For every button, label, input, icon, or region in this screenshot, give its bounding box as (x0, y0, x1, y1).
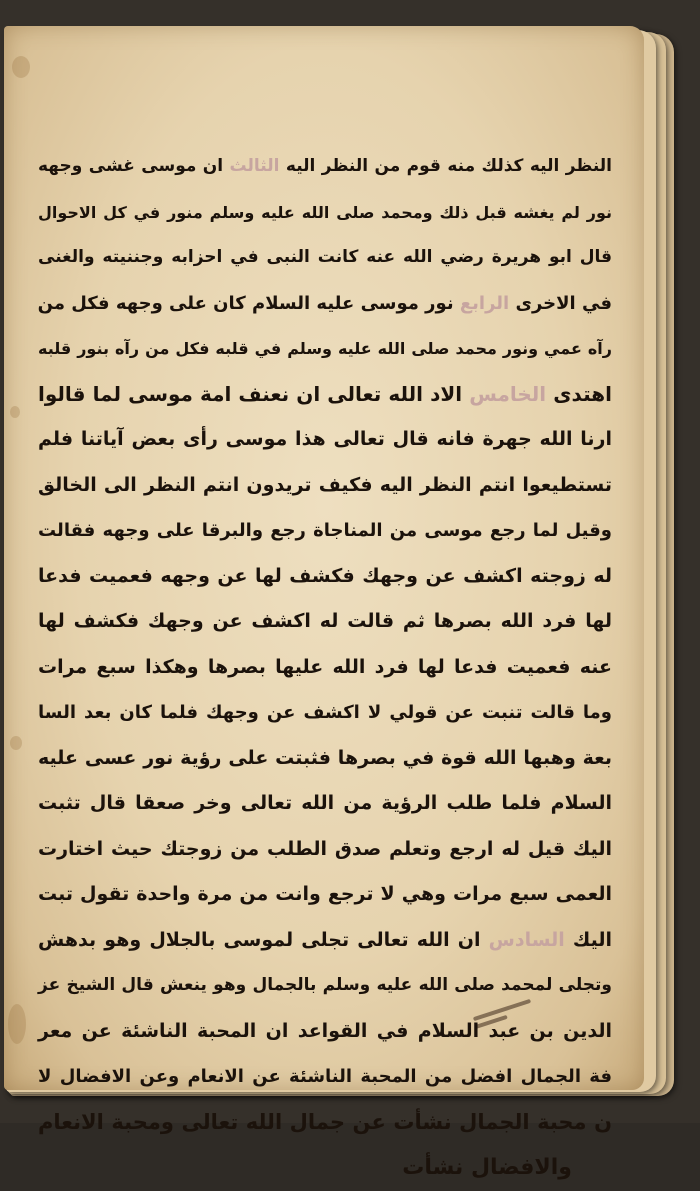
line-text: ان الله تعالى تجلى لموسى بالجلال وهو بدهش (38, 928, 489, 951)
manuscript-line (38, 872, 612, 918)
paper-stain (8, 1004, 26, 1044)
line-text: نور موسى عليه السلام كان على وجهه فكل من (37, 292, 460, 314)
manuscript-line (38, 781, 612, 827)
paper-stain (10, 736, 22, 750)
manuscript-line (38, 190, 612, 236)
line-text: ان موسى غشى وجهه (38, 156, 230, 176)
manuscript-line (38, 372, 612, 418)
manuscript-line (38, 1145, 612, 1191)
manuscript-line (38, 508, 612, 554)
manuscript-line (38, 463, 612, 509)
line-text: والافضال نشأت (402, 1155, 572, 1180)
manuscript-line (38, 599, 612, 645)
manuscript-line (38, 963, 612, 1009)
rubric-heading: السادس (488, 928, 565, 951)
manuscript-line (38, 554, 612, 600)
line-text: الدين بن عبد السلام في القواعد ان المحبة الناشئة عن معر (38, 1019, 612, 1042)
line-text: ن محبة الجمال نشأت عن جمال الله تعالى ومحبة الانعام (38, 1109, 612, 1134)
line-text: تستطيعوا انتم النظر اليه فكيف تريدون انتم النظر الى الخالق (38, 473, 612, 496)
manuscript-line (38, 281, 612, 327)
paper-stain (12, 56, 30, 78)
line-text: وتجلى لمحمد صلى الله عليه وسلم بالجمال وهو ينعش قال الشيخ عز (38, 975, 612, 995)
line-text: بعة وهبها الله قوة في بصرها فثبتت على رؤية نور عسى عليه (38, 746, 612, 769)
line-text: فة الجمال افضل من المحبة الناشئة عن الانعام وعن الافضال لا (38, 1066, 612, 1087)
paper-stain (10, 406, 20, 418)
manuscript-line (38, 1009, 612, 1055)
line-text: السلام فلما طلب الرؤية من الله تعالى وخر صعقا قال تثبت (38, 792, 612, 814)
line-text: ارنا الله جهرة فانه قال تعالى هذا موسى رأى بعض آياتنا فلم (38, 428, 612, 450)
manuscript-line (38, 144, 612, 190)
rubric-heading: الرابع (459, 292, 510, 314)
manuscript-line (38, 918, 612, 964)
manuscript-line (38, 690, 612, 736)
line-text: اليك قيل له ارجع وتعلم صدق الطلب من زوجتك حيث اختارت (38, 837, 612, 860)
manuscript-line (38, 1100, 612, 1146)
line-text: وما قالت تنبت عن قولي لا اكشف عن وجهك فلما كان بعد السا (38, 702, 612, 723)
line-text: لها فرد الله بصرها ثم قالت له اكشف عن وجهك فكشف لها (38, 610, 612, 632)
manuscript-text (38, 144, 612, 1191)
manuscript-line (38, 645, 612, 691)
line-text: العمى سبع مرات وهي لا ترجع وانت من مرة واحدة تقول تبت (38, 883, 612, 905)
line-text: نور لم يغشه قبل ذلك ومحمد صلى الله عليه وسلم منور في كل الاحوال (38, 202, 612, 222)
line-text: الاد الله تعالى ان نعنف امة موسى لما قالوا (38, 381, 470, 406)
manuscript-line (38, 827, 612, 873)
line-text: في الاخرى (509, 292, 612, 314)
manuscript-line (38, 1054, 612, 1100)
manuscript-page (4, 26, 644, 1180)
line-text: عنه فعميت فدعا لها فرد الله عليها بصرها وهكذا سبع مرات (38, 655, 612, 678)
line-text: النظر اليه كذلك منه قوم من النظر اليه (279, 156, 612, 176)
manuscript-line (38, 326, 612, 372)
manuscript-line (38, 235, 612, 281)
line-text: اهتدى (546, 381, 612, 406)
rubric-heading: الثالث (229, 156, 280, 176)
manuscript-line (38, 417, 612, 463)
line-text: له زوجته اكشف عن وجهك فكشف لها عن وجهه فعميت فدعا (38, 564, 612, 587)
line-text: قال ابو هريرة رضي الله عنه كانت النبى في احزابه وجننيته والغنى (38, 247, 612, 267)
rubric-heading: الخامس (469, 381, 547, 406)
line-text: وقيل لما رجع موسى من المناجاة رجع والبرقا على وجهه فقالت (38, 520, 612, 541)
line-text: اليك (564, 928, 612, 951)
line-text: رآه عمي ونور محمد صلى الله عليه وسلم في قلبه فكل من رآه بنور قلبه (38, 339, 612, 358)
manuscript-line (38, 736, 612, 782)
